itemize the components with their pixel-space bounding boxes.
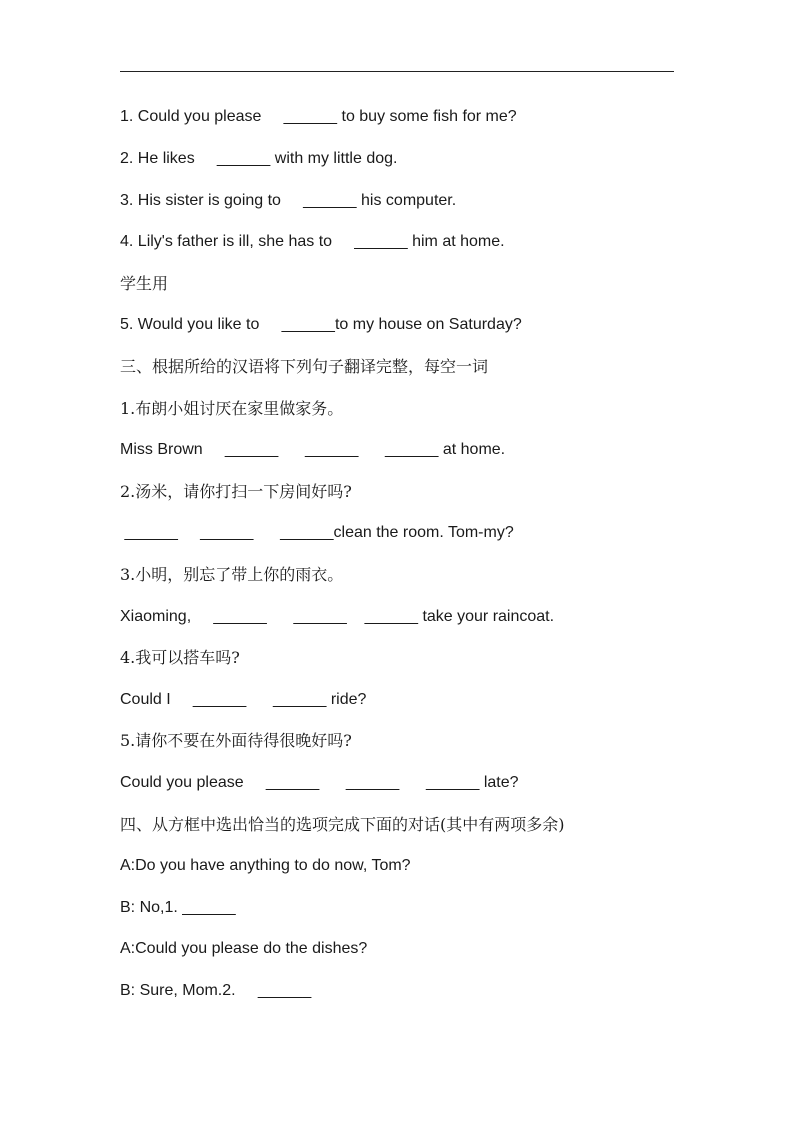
translation-prompt-5: 5.请你不要在外面待得很晚好吗? — [120, 731, 352, 750]
watermark-note: 学生用 — [120, 274, 169, 293]
exercise-line-fill-2: 2. He likes ______ with my little dog. — [120, 150, 398, 167]
translation-prompt-4: 4.我可以搭车吗? — [120, 648, 240, 667]
translation-prompt-3: 3.小明，别忘了带上你的雨衣。 — [120, 565, 344, 584]
exercise-line-fill-4: 4. Lily's father is ill, she has to ______ him at home. — [120, 233, 505, 250]
exercise-line-fill-5: 5. Would you like to ______to my house on Saturday? — [120, 316, 522, 333]
section-heading-dialogue: 四、从方框中选出恰当的选项完成下面的对话(其中有两项多余) — [120, 815, 565, 834]
header-rule — [120, 71, 674, 72]
dialogue-line-3: A:Could you please do the dishes? — [120, 940, 368, 957]
dialogue-line-4: B: Sure, Mom.2. ______ — [120, 982, 312, 999]
translation-answer-3: Xiaoming, ______ ______ ______ take your raincoat. — [120, 608, 555, 625]
section-heading-translation: 三、根据所给的汉语将下列句子翻译完整，每空一词 — [120, 357, 489, 376]
translation-answer-2: ______ ______ ______clean the room. Tom-my? — [120, 524, 514, 541]
translation-answer-1: Miss Brown ______ ______ ______ at home. — [120, 441, 506, 458]
exercise-line-fill-1: 1. Could you please ______ to buy some fish for me? — [120, 108, 517, 125]
translation-answer-4: Could I ______ ______ ride? — [120, 691, 367, 708]
translation-prompt-2: 2.汤米，请你打扫一下房间好吗? — [120, 482, 352, 501]
dialogue-line-2: B: No,1. ______ — [120, 899, 236, 916]
translation-answer-5: Could you please ______ ______ ______ late? — [120, 774, 519, 791]
translation-prompt-1: 1.布朗小姐讨厌在家里做家务。 — [120, 399, 344, 418]
dialogue-line-1: A:Do you have anything to do now, Tom? — [120, 857, 411, 874]
exercise-line-fill-3: 3. His sister is going to ______ his computer. — [120, 192, 457, 209]
